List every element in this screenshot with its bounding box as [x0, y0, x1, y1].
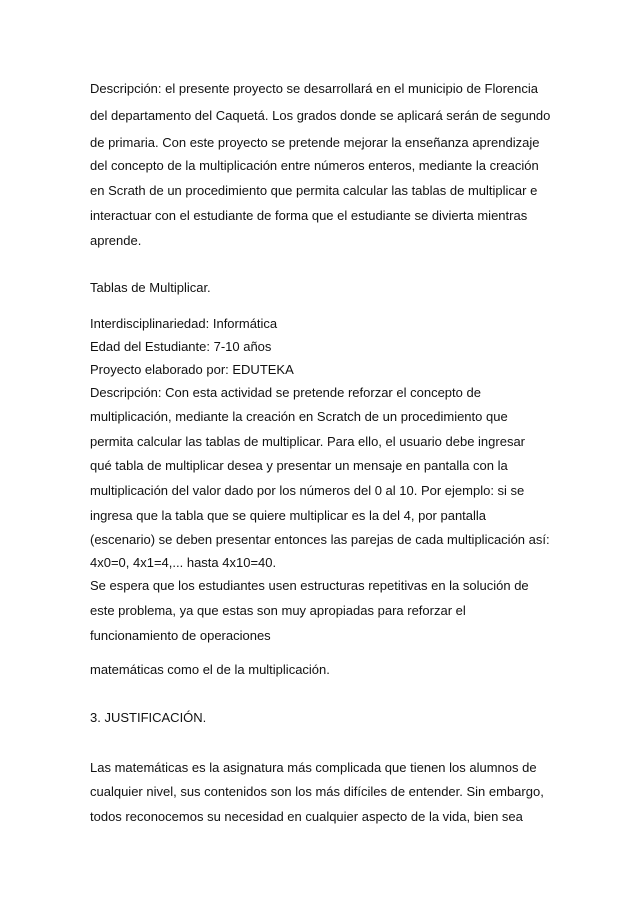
text-line: este problema, ya que estas son muy apropiadas para reforzar el: [90, 603, 466, 618]
heading-justification: 3. JUSTIFICACIÓN.: [90, 710, 207, 725]
text-line: (escenario) se deben presentar entonces las parejas de cada multiplicación así:: [90, 532, 550, 547]
text-line: del departamento del Caquetá. Los grados donde se aplicará serán de segundo: [90, 108, 551, 123]
text-line: interactuar con el estudiante de forma que el estudiante se divierta mientras: [90, 208, 528, 223]
meta-line: Edad del Estudiante: 7-10 años: [90, 339, 272, 354]
meta-line: Interdisciplinariedad: Informática: [90, 316, 278, 331]
text-line: Se espera que los estudiantes usen estructuras repetitivas en la solución de: [90, 578, 529, 593]
text-line: qué tabla de multiplicar desea y presentar un mensaje en pantalla con la: [90, 458, 508, 473]
text-line: 4x0=0, 4x1=4,... hasta 4x10=40.: [90, 555, 277, 570]
text-line: del concepto de la multiplicación entre números enteros, mediante la creación: [90, 158, 539, 173]
text-line: Las matemáticas es la asignatura más complicada que tienen los alumnos de: [90, 760, 537, 775]
text-line: permita calcular las tablas de multiplicar. Para ello, el usuario debe ingresar: [90, 434, 525, 449]
text-line: en Scrath de un procedimiento que permita calcular las tablas de multiplicar e: [90, 183, 538, 198]
meta-line: Proyecto elaborado por: EDUTEKA: [90, 362, 294, 377]
text-line-math: matemáticas como el de la multiplicación.: [90, 662, 330, 677]
text-line: Descripción: el presente proyecto se desarrollará en el municipio de Florencia: [90, 81, 539, 96]
text-line: funcionamiento de operaciones: [90, 628, 271, 643]
text-line: cualquier nivel, sus contenidos son los más difíciles de entender. Sin embargo,: [90, 784, 544, 799]
text-line: aprende.: [90, 233, 142, 248]
text-line: todos reconocemos su necesidad en cualquier aspecto de la vida, bien sea: [90, 809, 523, 824]
text-line: multiplicación, mediante la creación en Scratch de un procedimiento que: [90, 409, 508, 424]
text-line: multiplicación del valor dado por los números del 0 al 10. Por ejemplo: si se: [90, 483, 525, 498]
text-line: ingresa que la tabla que se quiere multiplicar es la del 4, por pantalla: [90, 508, 487, 523]
text-line: de primaria. Con este proyecto se pretende mejorar la enseñanza aprendizaje: [90, 135, 540, 150]
heading-tables: Tablas de Multiplicar.: [90, 280, 211, 295]
text-line: Descripción: Con esta actividad se pretende reforzar el concepto de: [90, 385, 481, 400]
